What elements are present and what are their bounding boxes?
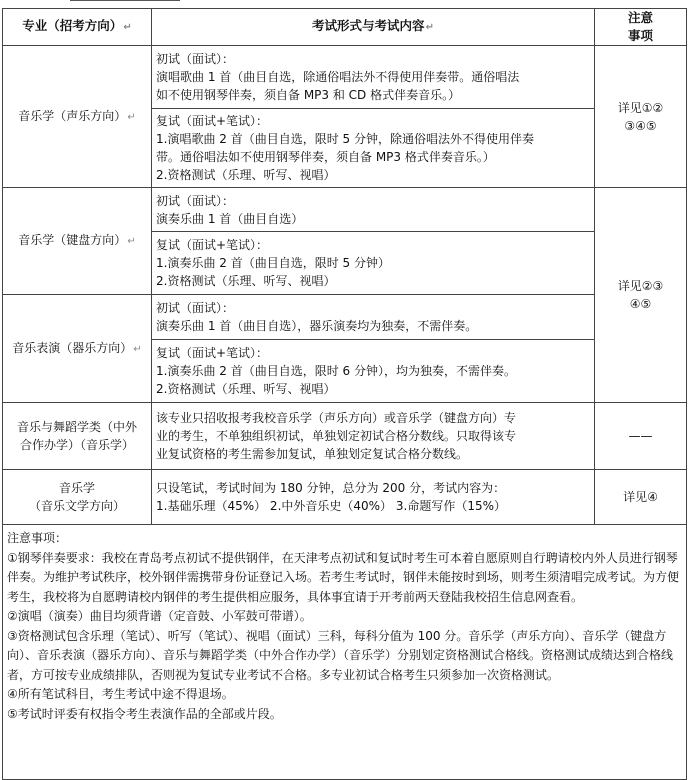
note-keyboard-instrument: 详见②③ ④⑤	[595, 188, 687, 403]
exam-table	[2, 8, 687, 780]
exam-music-literature: 只设笔试，考试时间为 180 分钟，总分为 200 分，考试内容为： 1.基础乐理（45%） 2.中外音乐史（40%） 3.命题写作（15%）	[152, 470, 595, 525]
initial-exam-vocal: 初试（面试）： 演唱歌曲 1 首（曲目自选，除通俗唱法外不得使用伴奏带。通俗唱法 如不使用钢琴伴奏，须自备 MP3 和 CD 格式伴奏音乐。）	[152, 46, 595, 109]
note-music-literature: 详见④	[595, 470, 687, 525]
major-keyboard: 音乐学（键盘方向）↵	[3, 188, 152, 295]
notes-item: ④所有笔试科目，考生考试中途不得退场。	[7, 687, 234, 701]
major-cooperative: 音乐与舞蹈学类（中外 合作办学）（音乐学）	[3, 403, 152, 470]
exam-cooperative: 该专业只招收报考我校音乐学（声乐方向）或音乐学（键盘方向）专 业的考生，不单独组织初试，单独划定初试合格分数线。只取得该专 业复试资格的考生需参加复试，单独划定复试合格分数线。	[152, 403, 595, 470]
notes-item: ①钢琴伴奏要求：我校在青岛考点初试不提供钢伴，在天津考点初试和复试时考生可本着自愿原则自行聘请校内外人员进行钢琴伴奏。为维护考试秩序，校外钢伴需携带身份证登记入场。若考生考试时，钢伴未能按时到场，则考生须清唱完成考试。为方便考生，我校将为自愿聘请校内钢伴的考生提供相应服务，具体事宜请于开考前两天登陆我校招生信息网查看。	[7, 550, 680, 604]
table-row	[3, 295, 687, 340]
major-vocal: 音乐学（声乐方向）↵	[3, 46, 152, 188]
notes-row	[3, 525, 687, 780]
initial-exam-instrument: 初试（面试）： 演奏乐曲 1 首（曲目自选），器乐演奏均为独奏，不需伴奏。	[152, 295, 595, 340]
table-row	[3, 188, 687, 232]
retest-exam-vocal: 复试（面试+笔试）： 1.演唱歌曲 2 首（曲目自选，限时 5 分钟，除通俗唱法外不得使用伴奏 带。通俗唱法如不使用钢琴伴奏，须自备 MP3 格式伴奏音乐。） 2.资格测试（乐理、听写、视唱）	[152, 109, 595, 188]
table-row	[3, 470, 687, 525]
retest-exam-keyboard: 复试（面试+笔试）： 1.演奏乐曲 2 首（曲目自选，限时 5 分钟） 2.资格测试（乐理、听写、视唱）	[152, 232, 595, 295]
major-music-literature: 音乐学 （音乐文学方向）	[3, 470, 152, 525]
table-header-row	[3, 9, 687, 46]
table-row	[3, 46, 687, 109]
header-major: 专业（招考方向）↵	[3, 9, 152, 46]
note-cooperative: ——	[595, 403, 687, 470]
header-content: 考试形式与考试内容↵	[152, 9, 595, 46]
notes-item: ⑤考试时评委有权指令考生表演作品的全部或片段。	[7, 706, 282, 721]
notes-title: 注意事项：	[7, 531, 68, 545]
notes-item: ③资格测试包含乐理（笔试）、听写（笔试）、视唱（面试）三科，每科分值为 100 分。音乐学（声乐方向）、音乐学（键盘方向）、音乐表演（器乐方向）、音乐与舞蹈学类（中外合作办学）（音乐学）分别划定资格测试合格线。资格测试成绩达到合格线者，方可按专业成绩排队，否则视为复试专业考试不合格。多专业初试合格考生只须参加一次资格测试。	[7, 628, 674, 682]
major-instrument: 音乐表演（器乐方向）↵	[3, 295, 152, 403]
table-top-stub	[70, 0, 180, 4]
notes-section	[3, 525, 687, 780]
retest-exam-instrument: 复试（面试+笔试）： 1.演奏乐曲 2 首（曲目自选，限时 6 分钟），均为独奏，不需伴奏。 2.资格测试（乐理、听写、视唱）	[152, 340, 595, 403]
header-notes: 注意 事项	[595, 9, 687, 46]
notes-item: ②演唱（演奏）曲目均须背谱（定音鼓、小军鼓可带谱）。	[7, 609, 312, 623]
note-vocal: 详见①② ③④⑤	[595, 46, 687, 188]
initial-exam-keyboard: 初试（面试）： 演奏乐曲 1 首（曲目自选）	[152, 188, 595, 232]
table-row	[3, 403, 687, 470]
